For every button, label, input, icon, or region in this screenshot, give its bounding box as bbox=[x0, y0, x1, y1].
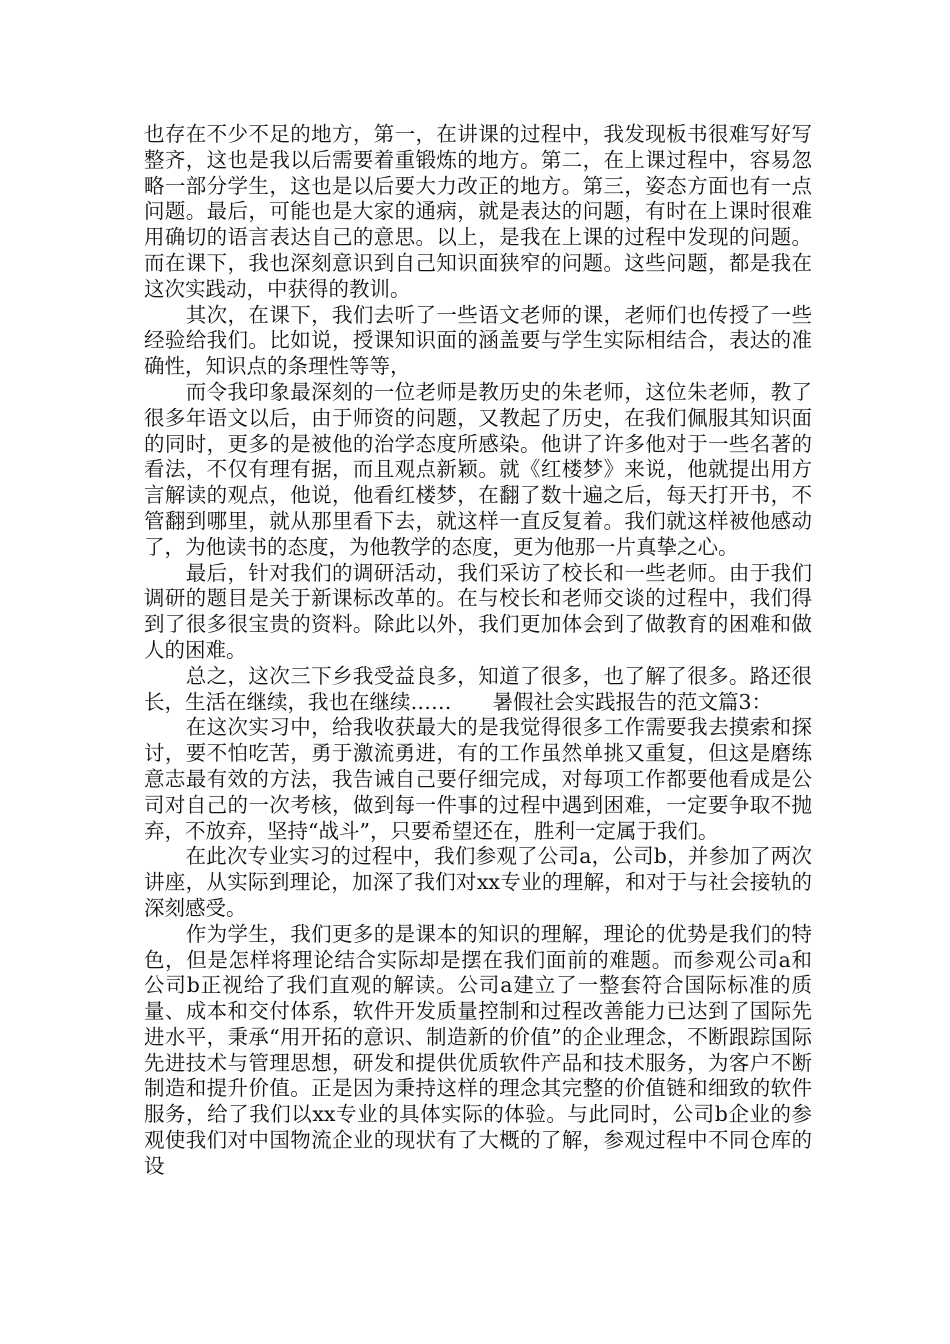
paragraph: 而令我印象最深刻的一位老师是教历史的朱老师，这位朱老师，教了很多年语文以后，由于师资的问题，又教起了历史，在我们佩服其知识面的同时，更多的是被他的治学态度所感染。他讲了许多他对于一些名著的看法，不仅有理有据，而且观点新颖。就《红楼梦》来说，他就提出用方言解读的观点，他说，他看红楼梦，在翻了数十遍之后，每天打开书，不管翻到哪里，就从那里看下去，就这样一直反复着。我们就这样被他感动了，为他读书的态度，为他教学的态度，更为他那一片真挚之心。 bbox=[144, 379, 812, 559]
paragraph: 在此次专业实习的过程中，我们参观了公司a，公司b，并参加了两次讲座，从实际到理论，加深了我们对xx专业的理解，和对于与社会接轨的深刻感受。 bbox=[144, 844, 812, 920]
paragraph: 最后，针对我们的调研活动，我们采访了校长和一些老师。由于我们调研的题目是关于新课标改革的。在与校长和老师交谈的过程中，我们得到了很多很宝贵的资料。除此以外，我们更加体会到了做教育的困难和做人的困难。 bbox=[144, 560, 812, 662]
paragraph: 也存在不少不足的地方，第一，在讲课的过程中，我发现板书很难写好写整齐，这也是我以后需要着重锻炼的地方。第二，在上课过程中，容易忽略一部分学生，这也是以后要大力改正的地方。第三，姿态方面也有一点问题。最后，可能也是大家的通病，就是表达的问题，有时在上课时很难用确切的语言表达自己的意思。以上，是我在上课的过程中发现的问题。而在课下，我也深刻意识到自己知识面狭窄的问题。这些问题，都是我在这次实践动，中获得的教训。 bbox=[144, 122, 812, 301]
document-body bbox=[144, 122, 812, 1180]
paragraph: 总之，这次三下乡我受益良多，知道了很多，也了解了很多。路还很长，生活在继续，我也在继续…… 暑假社会实践报告的范文篇3： bbox=[144, 663, 812, 714]
paragraph: 作为学生，我们更多的是课本的知识的理解，理论的优势是我们的特色，但是怎样将理论结合实际却是摆在我们面前的难题。而参观公司a和公司b正视给了我们直观的解读。公司a建立了一整套符合国际标准的质量、成本和交付体系，软件开发质量控制和过程改善能力已达到了国际先进水平，秉承“用开拓的意识、制造新的价值”的企业理念，不断跟踪国际先进技术与管理思想，研发和提供优质软件产品和技术服务，为客户不断制造和提升价值。正是因为秉持这样的理念其完整的价值链和细致的软件服务，给了我们以xx专业的具体实际的体验。与此同时，公司b企业的参观使我们对中国物流企业的现状有了大概的了解，参观过程中不同仓库的设 bbox=[144, 921, 812, 1178]
paragraph: 其次，在课下，我们去听了一些语文老师的课，老师们也传授了一些经验给我们。比如说，授课知识面的涵盖要与学生实际相结合，表达的准确性，知识点的条理性等等， bbox=[144, 302, 812, 379]
paragraph: 在这次实习中，给我收获最大的是我觉得很多工作需要我去摸索和探讨，要不怕吃苦，勇于激流勇进，有的工作虽然单挑又重复，但这是磨练意志最有效的方法，我告诫自己要仔细完成，对每项工作都要他看成是公司对自己的一次考核，做到每一件事的过程中遇到困难，一定要争取不抛弃，不放弃，坚持“战斗”，只要希望还在，胜利一定属于我们。 bbox=[144, 715, 812, 843]
